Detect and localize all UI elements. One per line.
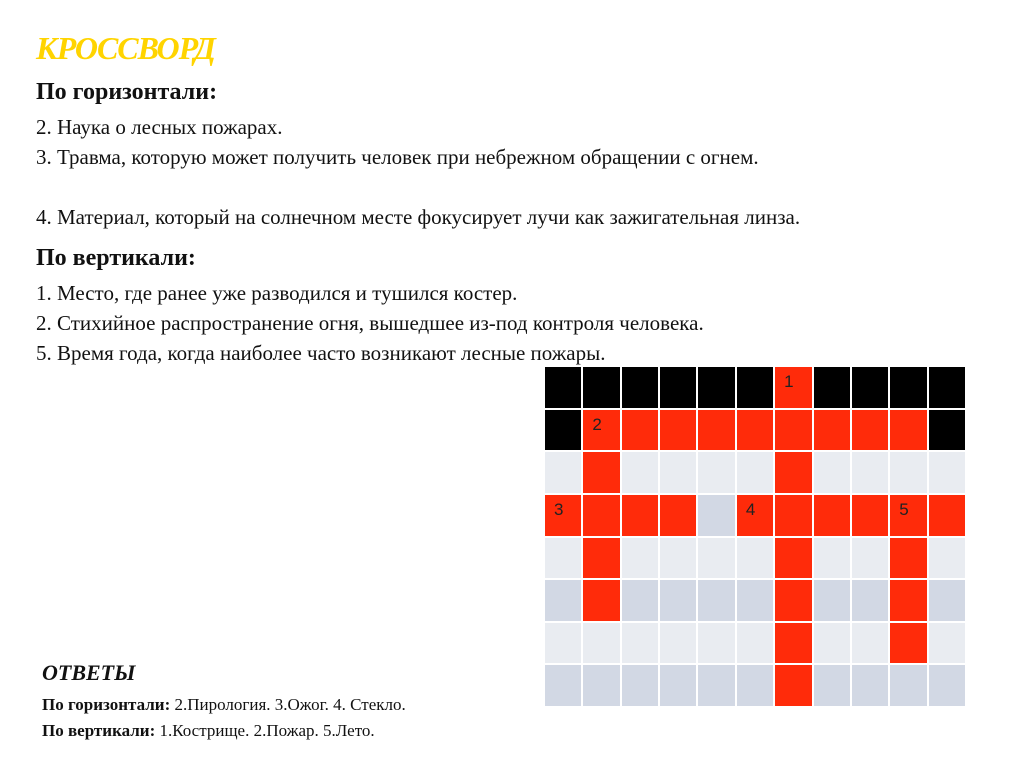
grid-cell-0-5 [736, 366, 774, 409]
grid-cell-5-1 [582, 579, 620, 622]
grid-cell-0-7 [813, 366, 851, 409]
answers-section [42, 660, 406, 744]
grid-cell-0-2 [621, 366, 659, 409]
grid-cell-1-2 [621, 409, 659, 452]
grid-cell-4-10 [928, 537, 966, 580]
grid-cell-1-0 [544, 409, 582, 452]
clue-number-3: 3 [554, 499, 564, 519]
grid-cell-2-3 [659, 451, 697, 494]
grid-cell-4-9 [889, 537, 927, 580]
grid-cell-7-2 [621, 664, 659, 707]
grid-cell-5-7 [813, 579, 851, 622]
grid-cell-5-3 [659, 579, 697, 622]
grid-cell-4-8 [851, 537, 889, 580]
grid-cell-3-8 [851, 494, 889, 537]
grid-cell-4-0 [544, 537, 582, 580]
grid-cell-5-6 [774, 579, 812, 622]
answers-across-label: По горизонтали: [42, 695, 171, 714]
grid-cell-4-4 [697, 537, 735, 580]
crossword-grid [544, 366, 966, 707]
grid-cell-0-4 [697, 366, 735, 409]
answers-down-text: 1.Кострище. 2.Пожар. 5.Лето. [155, 721, 375, 740]
grid-cell-5-9 [889, 579, 927, 622]
grid-cell-0-8 [851, 366, 889, 409]
grid-cell-7-1 [582, 664, 620, 707]
grid-cell-6-7 [813, 622, 851, 665]
answers-across-text: 2.Пирология. 3.Ожог. 4. Стекло. [170, 695, 406, 714]
grid-cell-6-4 [697, 622, 735, 665]
grid-cell-6-0 [544, 622, 582, 665]
down-clue-5: 5. Время года, когда наиболее часто возникают лесные пожары. [36, 341, 606, 365]
clue-number-4: 4 [745, 499, 756, 519]
across-clue-2: 2. Наука о лесных пожарах. [36, 115, 283, 139]
grid-cell-6-8 [851, 622, 889, 665]
grid-cell-4-5 [736, 537, 774, 580]
answers-down [42, 718, 406, 744]
grid-cell-1-10 [928, 409, 966, 452]
grid-cell-5-0 [544, 579, 582, 622]
grid-cell-6-5 [736, 622, 774, 665]
grid-cell-7-3 [659, 664, 697, 707]
grid-cell-1-7 [813, 409, 851, 452]
answers-down-label: По вертикали: [42, 721, 156, 740]
answers-across [42, 692, 406, 718]
grid-cell-3-1 [582, 494, 620, 537]
grid-cell-2-5 [736, 451, 774, 494]
grid-cell-3-3 [659, 494, 697, 537]
grid-cell-6-9 [889, 622, 927, 665]
grid-cell-7-10 [928, 664, 966, 707]
grid-cell-2-4 [697, 451, 735, 494]
grid-cell-7-7 [813, 664, 851, 707]
grid-cell-0-0 [544, 366, 582, 409]
grid-cell-7-6 [774, 664, 812, 707]
grid-cell-2-2 [621, 451, 659, 494]
grid-cell-6-3 [659, 622, 697, 665]
grid-cell-7-0 [544, 664, 582, 707]
grid-cell-6-2 [621, 622, 659, 665]
grid-cell-7-9 [889, 664, 927, 707]
grid-cell-3-2 [621, 494, 659, 537]
clue-number-2: 2 [592, 414, 602, 434]
grid-cell-3-6 [774, 494, 812, 537]
grid-cell-7-8 [851, 664, 889, 707]
grid-cell-5-2 [621, 579, 659, 622]
grid-cell-3-10 [928, 494, 966, 537]
spacer [36, 232, 986, 244]
grid-cell-2-0 [544, 451, 582, 494]
down-clue-2: 2. Стихийное распространение огня, вышедшее из-под контроля человека. [36, 311, 704, 335]
spacer [36, 172, 986, 202]
grid-cell-4-3 [659, 537, 697, 580]
clue-number-1: 1 [784, 372, 794, 391]
grid-cell-4-6 [774, 537, 812, 580]
across-heading: По горизонтали: [36, 79, 218, 105]
grid-cell-1-9 [889, 409, 927, 452]
crossword-title: КРОССВОРД [36, 30, 215, 66]
grid-cell-0-10 [928, 366, 966, 409]
clue-number-5: 5 [899, 499, 909, 519]
grid-cell-0-9 [889, 366, 927, 409]
grid-cell-4-1 [582, 537, 620, 580]
grid-cell-6-10 [928, 622, 966, 665]
grid-cell-2-9 [889, 451, 927, 494]
grid-cell-6-6 [774, 622, 812, 665]
down-clue-1: 1. Место, где ранее уже разводился и тушился костер. [36, 281, 518, 305]
grid-cell-1-6 [774, 409, 812, 452]
grid-cell-5-10 [928, 579, 966, 622]
grid-cell-2-10 [928, 451, 966, 494]
across-clue-3: 3. Травма, которую может получить человек при небрежном обращении с огнем. [36, 145, 759, 169]
grid-cell-1-5 [736, 409, 774, 452]
down-heading: По вертикали: [36, 245, 196, 271]
clues-section [36, 78, 986, 368]
grid-cell-0-1 [582, 366, 620, 409]
grid-cell-5-8 [851, 579, 889, 622]
grid-cell-1-3 [659, 409, 697, 452]
grid-cell-4-7 [813, 537, 851, 580]
grid-cell-5-4 [697, 579, 735, 622]
grid-cell-7-5 [736, 664, 774, 707]
across-clue-4: 4. Материал, который на солнечном месте фокусирует лучи как зажигательная линза. [36, 205, 801, 229]
grid-cell-0-3 [659, 366, 697, 409]
grid-cell-3-7 [813, 494, 851, 537]
grid-cell-1-8 [851, 409, 889, 452]
grid-cell-2-6 [774, 451, 812, 494]
grid-cell-6-1 [582, 622, 620, 665]
grid-cell-5-5 [736, 579, 774, 622]
grid-cell-2-1 [582, 451, 620, 494]
answers-title: ОТВЕТЫ [42, 660, 136, 685]
grid-cell-3-4 [697, 494, 735, 537]
grid-cell-1-4 [697, 409, 735, 452]
grid-cell-2-8 [851, 451, 889, 494]
grid-cell-2-7 [813, 451, 851, 494]
grid-cell-7-4 [697, 664, 735, 707]
grid-cell-4-2 [621, 537, 659, 580]
